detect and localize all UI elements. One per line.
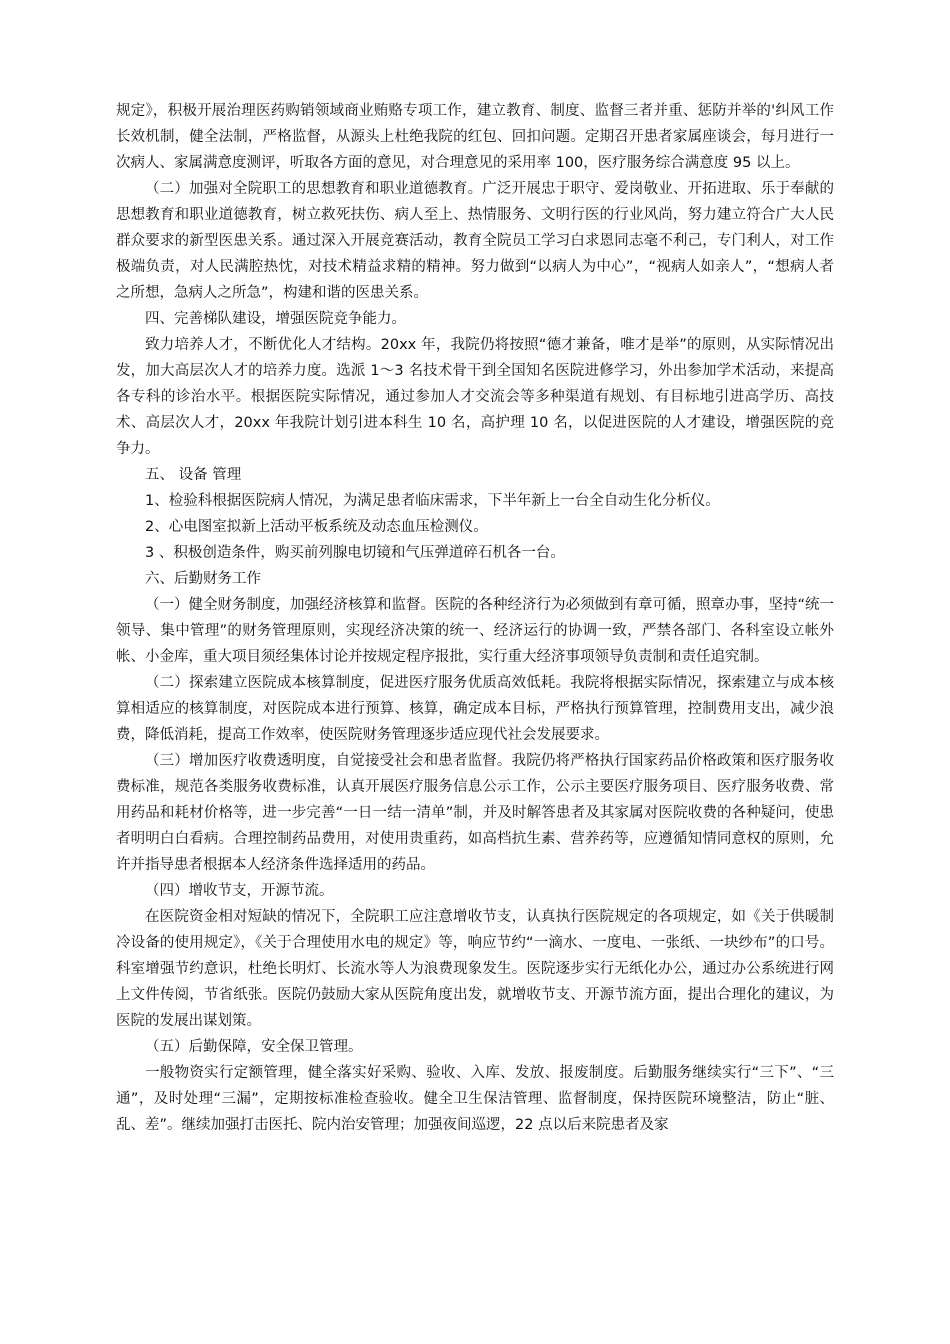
list-item-equipment-1: 1、检验科根据医院病人情况，为满足患者临床需求，下半年新上一台全自动生化分析仪。 bbox=[145, 493, 720, 509]
subheading-security: （五）后勤保障，安全保卫管理。 bbox=[145, 1039, 363, 1055]
paragraph-materials-management: 一般物资实行定额管理，健全落实好采购、验收、入库、发放、报废制度。后勤服务继续实行“三下”、“三通”，及时处理“三漏”，定期按标准检查验收。健全卫生保洁管理、监督制度，保持医院环境整洁，防止“脏、乱、差”。继续加强打击医托、院内治安管理；加强夜间巡逻，22 点以后来院患者及家 bbox=[116, 1065, 834, 1133]
paragraph-cost-accounting: （二）探索建立医院成本核算制度，促进医疗服务优质高效低耗。我院将根据实际情况，探索建立与成本核算相适应的核算制度，对医院成本进行预算、核算，确定成本目标，严格执行预算管理，控制费用支出，减少浪费，降低消耗，提高工作效率，使医院财务管理逐步适应现代社会发展要求。 bbox=[116, 675, 834, 743]
paragraph-finance-system: （一）健全财务制度，加强经济核算和监督。医院的各种经济行为必须做到有章可循，照章办事，坚持“统一领导、集中管理”的财务管理原则，实现经济决策的统一、经济运行的协调一致，严禁各部门、各科室设立帐外帐、小金库，重大项目须经集体讨论并按规定程序报批，实行重大经济事项领导负责制和责任追究制。 bbox=[116, 597, 835, 665]
paragraph-fee-transparency: （三）增加医疗收费透明度，自觉接受社会和患者监督。我院仍将严格执行国家药品价格政策和医疗服务收费标准，规范各类服务收费标准，认真开展医疗服务信息公示工作，公示主要医疗服务项目、医疗服务收费、常用药品和耗材价格等，进一步完善“一日一结一清单”制，并及时解答患者及其家属对医院收费的各种疑问，使患者明明白白看病。合理控制药品费用，对使用贵重药，如高档抗生素、营养药等，应遵循知情同意权的原则，允许并指导患者根据本人经济条件选择适用的药品。 bbox=[116, 753, 834, 873]
paragraph-anti-bribery: 规定》，积极开展治理医药购销领域商业贿赂专项工作，建立教育、制度、监督三者并重、惩防并举的'纠风工作长效机制，健全法制，严格监督，从源头上杜绝我院的红包、回扣问题。定期召开患者家属座谈会，每月进行一次病人、家属满意度测评，听取各方面的意见，对合理意见的采用率 100，医疗服务综合满意度 95 以上。 bbox=[116, 103, 834, 171]
section-heading-equipment: 五、 设备 管理 bbox=[145, 467, 242, 483]
section-heading-logistics-finance: 六、后勤财务工作 bbox=[145, 571, 261, 587]
paragraph-savings: 在医院资金相对短缺的情况下，全院职工应注意增收节支，认真执行医院规定的各项规定，如《关于供暖制冷设备的使用规定》，《关于合理使用水电的规定》等，响应节约“一滴水、一度电、一张纸、一块纱布”的口号。科室增强节约意识，杜绝长明灯、长流水等人为浪费现象发生。医院逐步实行无纸化办公，通过办公系统进行网上文件传阅，节省纸张。医院仍鼓励大家从医院角度出发，就增收节支、开源节流方面，提出合理化的建议，为医院的发展出谋划策。 bbox=[116, 909, 834, 1029]
list-item-equipment-3: 3 、积极创造条件，购买前列腺电切镜和气压弹道碎石机各一台。 bbox=[145, 545, 565, 561]
subheading-savings: （四）增收节支，开源节流。 bbox=[145, 883, 334, 899]
document-page bbox=[116, 98, 834, 1138]
section-heading-talent: 四、完善梯队建设，增强医院竞争能力。 bbox=[145, 311, 406, 327]
paragraph-ethics-education: （二）加强对全院职工的思想教育和职业道德教育。广泛开展忠于职守、爱岗敬业、开拓进取、乐于奉献的思想教育和职业道德教育，树立救死扶伤、病人至上、热情服务、文明行医的行业风尚，努力建立符合广大人民群众要求的新型医患关系。通过深入开展竞赛活动，教育全院员工学习白求恩同志毫不利己，专门利人，对工作极端负责，对人民满腔热忱，对技术精益求精的精神。努力做到“以病人为中心”，“视病人如亲人”，“想病人者之所想，急病人之所急”，构建和谐的医患关系。 bbox=[116, 181, 834, 301]
list-item-equipment-2: 2、心电图室拟新上活动平板系统及动态血压检测仪。 bbox=[145, 519, 488, 535]
paragraph-talent: 致力培养人才，不断优化人才结构。20xx 年，我院仍将按照“德才兼备，唯才是举”的原则，从实际情况出发，加大高层次人才的培养力度。选派 1～3 名技术骨干到全国知名医院进修学习，外出参加学术活动，来提高各专科的诊治水平。根据医院实际情况，通过参加人才交流会等多种渠道有规划、有目标地引进高学历、高技术、高层次人才，20xx 年我院计划引进本科生 10 名，高护理 10 名，以促进医院的人才建设，增强医院的竞争力。 bbox=[116, 337, 834, 457]
